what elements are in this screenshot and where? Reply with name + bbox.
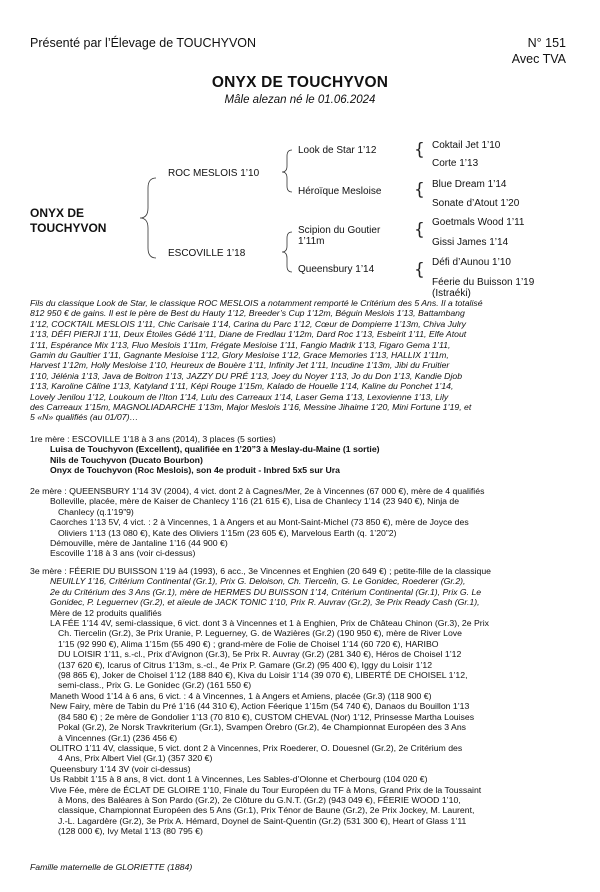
pedigree-g1: Coktail Jet 1’10 — [432, 140, 501, 151]
produce-line: Luisa de Touchyvon (Excellent), qualifiée en 1’20”3 à Meslay-du-Maine (1 sortie) — [50, 444, 380, 455]
vat-label: Avec TVA — [511, 52, 566, 66]
brace-icon: { — [414, 260, 425, 280]
pedigree-sire: ROC MESLOIS 1’10 — [168, 168, 260, 179]
produce-line: DU LOISIR 1’11, s.-cl., Prix d’Avignon (Gr.3), 5e Prix R. Auvray (Gr.2) (281 340 €), Héros de Choisel 1’12 — [58, 649, 462, 660]
sire-line: Gamin du Gaultier 1’11, Gagnante Mesloise 1’12, Glory Mesloise 1’12, Grace Memories 1’13, HALLIX 1’11m, — [30, 350, 449, 361]
produce-line: à Vincennes (Gr.1) (236 456 €) — [58, 732, 178, 743]
pedigree-g7: Défi d’Aunou 1’10 — [432, 257, 511, 268]
first-dam-section — [30, 434, 580, 476]
lot-number: N° 151 — [527, 36, 566, 50]
pedigree-horse-name-1: ONYX DE — [30, 206, 85, 220]
sire-line: 812 950 € de gains. Il est le père de Best du Hauty 1’12, Breeder’s Cup 1’12m, Béguin Meslois 1’13, Battambang — [30, 308, 465, 319]
produce-line: OLITRO 1’11 4V, classique, 5 vict. dont 2 à Vincennes, Prix Roederer, O. Douesnel (Gr.2), 2e Critérium des — [50, 742, 463, 753]
produce-line: Caorches 1’13 5V, 4 vict. : 2 à Vincennes, 1 à Angers et au Mont-Saint-Michel (73 850 €), mère de Joyce des — [50, 517, 469, 528]
third-dam-section — [30, 566, 580, 837]
pedigree-dam-sire-2: 1’11m — [298, 236, 325, 247]
sire-line: 1’11, Espérance Mix 1’13, Fluo Meslois 1’11m, Frégate Mesloise 1’11, Fangio Madrik 1’13, Figaro Gema 1’11, — [30, 339, 451, 350]
sire-line: Lovely Jenilou 1’12, Loukoum de l’Iton 1’14, Lulu des Carreaux 1’14, Laser Gema 1’13, Lexovienne 1’13, Lily — [30, 391, 449, 402]
produce-line: Démouville, mère de Jantaline 1’16 (44 900 €) — [50, 538, 228, 549]
pedigree-dam-dam: Queensbury 1’14 — [298, 264, 375, 275]
second-dam-section — [30, 486, 580, 559]
produce-line: 2e du Critérium des 3 Ans (Gr.1), mère de HERMES DU BUISSON 1’14, Critérium Continental (Gr.1), Prix G. Le — [50, 586, 482, 597]
third-dam-heading: 3e mère : FÉERIE DU BUISSON 1’19 à4 (1993), 6 acc., 3e Vincennes et Enghien (20 649 €) ; petite-fille de la classique — [30, 566, 492, 576]
produce-line: LA FÉE 1’14 4V, semi-classique, 6 vict. dont 3 à Vincennes et 1 à Enghien, Prix de Château Chinon (Gr.3), 2e Prix — [50, 618, 489, 629]
maternal-family-note: Famille maternelle de GLORIETTE (1884) — [30, 862, 193, 872]
produce-line: (84 580 €) ; 2e mère de Gondolier 1’13 (70 810 €), CUSTOM CHEVAL (Nor) 1’12, Prinsesse Martha Louises — [58, 711, 475, 722]
pedigree-dam-sire: Scipion du Goutier — [298, 225, 381, 236]
produce-line: (128 000 €), Ivy Metal 1’13 (80 795 €) — [58, 826, 203, 837]
sire-line: 1’12, COCKTAIL MESLOIS 1’11, Chic Carisaie 1’14, Carina du Parc 1’12, Cœur de Dompierre 1’13m, Chiva Julry — [30, 318, 466, 329]
sire-line: Harvest 1’12m, Holly Mesloise 1’10, Heureux de Bouère 1’11, Infinity Jet 1’11, Incudine 1’13m, Jibi du Fruitier — [30, 360, 450, 371]
brace-icon: { — [414, 180, 425, 200]
brace-icon: { — [414, 220, 425, 240]
sire-line: 1’13, DÉFI PIERJI 1’11, Deux Étoiles Gédé 1’11, Diane de Fredlau 1’12m, Dard Roc 1’13, Esbeirit 1’11, Elfe Atout — [30, 329, 467, 340]
produce-line: NEUILLY 1’16, Critérium Continental (Gr.1), Prix G. Deloison, Ch. Tiercelin, G. Le Gonidec, Roederer (Gr.2), — [50, 576, 466, 587]
pedigree-g2: Corte 1’13 — [432, 158, 479, 169]
produce-line: Mère de 12 produits qualifiés — [50, 607, 162, 618]
produce-line: Queensbury 1’14 3V (voir ci-dessus) — [50, 763, 191, 774]
produce-line: Chanlecy (q.1’19”9) — [58, 506, 134, 517]
horse-name-title: ONYX DE TOUCHYVON — [211, 74, 389, 91]
produce-line: à Mons, des Baléares à Son Pardo (Gr.2), 2e Clôture du G.N.T. (Gr.2) (943 049 €), FÉERIE WOOD 1’10, — [58, 794, 461, 805]
produce-line: New Fairy, mère de Tabin du Pré 1’16 (44 310 €), Action Féerique 1’15m (54 740 €), Danaos du Bouillon 1’13 — [50, 701, 470, 712]
pedigree-g6: Gissi James 1’14 — [432, 237, 509, 248]
pedigree-sire-dam: Héroïque Mesloise — [298, 186, 382, 197]
produce-line: 4 Ans, Prix Albert Viel (Gr.1) (357 320 €) — [58, 753, 213, 764]
produce-line: Nils de Touchyvon (Ducato Bourbon) — [50, 454, 203, 465]
sire-line: 1’10, Jélénia 1’13, Java de Boitron 1’13, JAZZY DU PRÉ 1’13, Joey du Noyer 1’13, Jo du Don 1’13, Kandie Djob — [30, 370, 463, 381]
sire-paragraph — [30, 298, 580, 423]
produce-line: Vive Fée, mère de ÉCLAT DE GLOIRE 1’10, Finale du Tour Européen du TF à Mons, Grand Prix de la Toussaint — [50, 784, 482, 795]
produce-line: Escoville 1’18 à 3 ans (voir ci-dessus) — [50, 548, 196, 559]
produce-line: Ch. Tiercelin (Gr.2), 3e Prix Uranie, P. Leguerney, G. de Wazières (Gr.2) (190 950 €), mère de River Love — [58, 628, 462, 639]
produce-line: Gonidec, P. Leguernev (Gr.2), et aïeule de JACK TONIC 1’10, Prix R. Auvrav (Gr.2), 3e Prix Ready Cash (Gr.1), — [50, 597, 480, 608]
pedigree-g8-note: (Istraéki) — [432, 288, 471, 299]
horse-subtitle: Mâle alezan né le 01.06.2024 — [224, 94, 376, 106]
produce-line: Onyx de Touchyvon (Roc Meslois), son 4e produit - Inbred 5x5 sur Ura — [50, 465, 340, 476]
pedigree-g8: Féerie du Buisson 1’19 — [432, 277, 535, 288]
produce-line: 1’15 (92 990 €), Alima 1’15m (55 490 €) ; grand-mère de Folie de Choisel 1’14 (60 720 €), HARIBO — [58, 638, 439, 649]
produce-line: (98 865 €), Joker de Choisel 1’12 (188 840 €), Kiva du Loisir 1’14 (39 070 €), LIBERTÉ DE CHOISEL 1’12, — [58, 670, 468, 681]
produce-line: classique, Championnat Européen des 5 Ans (Gr.1), Prix Ténor de Baune (Gr.2), 2e Prix Jockey, M. Laurent, — [58, 805, 475, 816]
sire-line: 5 «N» qualifiés (au 01/07)… — [30, 412, 139, 423]
pedigree-dam: ESCOVILLE 1’18 — [168, 248, 246, 259]
pedigree-sire-sire: Look de Star 1’12 — [298, 145, 377, 156]
produce-line: Pokal (Gr.2), 2e Norsk Travkriterium (Gr.1), Svampen Örebro (Gr.2), 4e Championnat Européen des 3 Ans — [58, 722, 466, 733]
brace-icon: { — [414, 140, 425, 160]
produce-line: semi-class., Prix G. Le Gonidec (Gr.2) (161 550 €) — [58, 680, 252, 691]
produce-line: Bolleville, placée, mère de Kaiser de Chanlecy 1’16 (21 615 €), Lisa de Chanlecy 1’14 (23 940 €), Ninja de — [50, 496, 460, 507]
pedigree-g5: Goetmals Wood 1’11 — [432, 217, 525, 228]
produce-line: Us Rabbit 1’15 à 8 ans, 8 vict. dont 1 à Vincennes, Les Sables-d’Olonne et Cherbourg (104 020 €) — [50, 774, 428, 785]
first-dam-heading: 1re mère : ESCOVILLE 1’18 à 3 ans (2014), 3 places (5 sorties) — [30, 434, 276, 444]
presenter-text: Présenté par l’Élevage de TOUCHYVON — [30, 36, 257, 50]
pedigree-g4: Sonate d’Atout 1’20 — [432, 198, 520, 209]
pedigree-g3: Blue Dream 1’14 — [432, 179, 507, 190]
second-dam-heading: 2e mère : QUEENSBURY 1’14 3V (2004), 4 vict. dont 2 à Cagnes/Mer, 2e à Vincennes (67 000 €), mère de 4 qualifiés — [30, 486, 485, 496]
produce-line: Maneth Wood 1’14 à 6 ans, 6 vict. : 4 à Vincennes, 1 à Angers et Amiens, placée (Gr.3) (118 900 €) — [50, 690, 432, 701]
produce-line: (137 620 €), Icarus of Citrus 1’13m, s.-cl., 4e Prix P. Gamare (Gr.2) (95 400 €), Iggy du Loisir 1’12 — [58, 659, 433, 670]
pedigree-horse-name-2: TOUCHYVON — [30, 221, 107, 235]
produce-line: J.-L. Lagardère (Gr.2), 3e Prix A. Hémard, Doynel de Saint-Quentin (Gr.2) (531 300 €), Heart of Glass 1’11 — [58, 815, 467, 826]
produce-line: Oliviers 1’13 (13 080 €), Kate des Oliviers 1’15m (23 605 €), Marvelous Earth (q. 1’20”2) — [58, 527, 397, 538]
sire-line: des Carreaux 1’15m, MAGNOLIADARCHE 1’13m, Major Meslois 1’16, Messine Jihaime 1’20, Mini Fortune 1’19, et — [30, 402, 472, 413]
sire-line: Fils du classique Look de Star, le classique ROC MESLOIS a notamment remporté le Critérium des 5 Ans. Il a totalisé — [30, 298, 483, 308]
sire-line: 1’13, Karoline Câline 1’13, Katyland 1’11, Képi Rouge 1’15m, Kalado de Houelle 1’14, Kaline du Ponchet 1’14, — [30, 381, 454, 392]
